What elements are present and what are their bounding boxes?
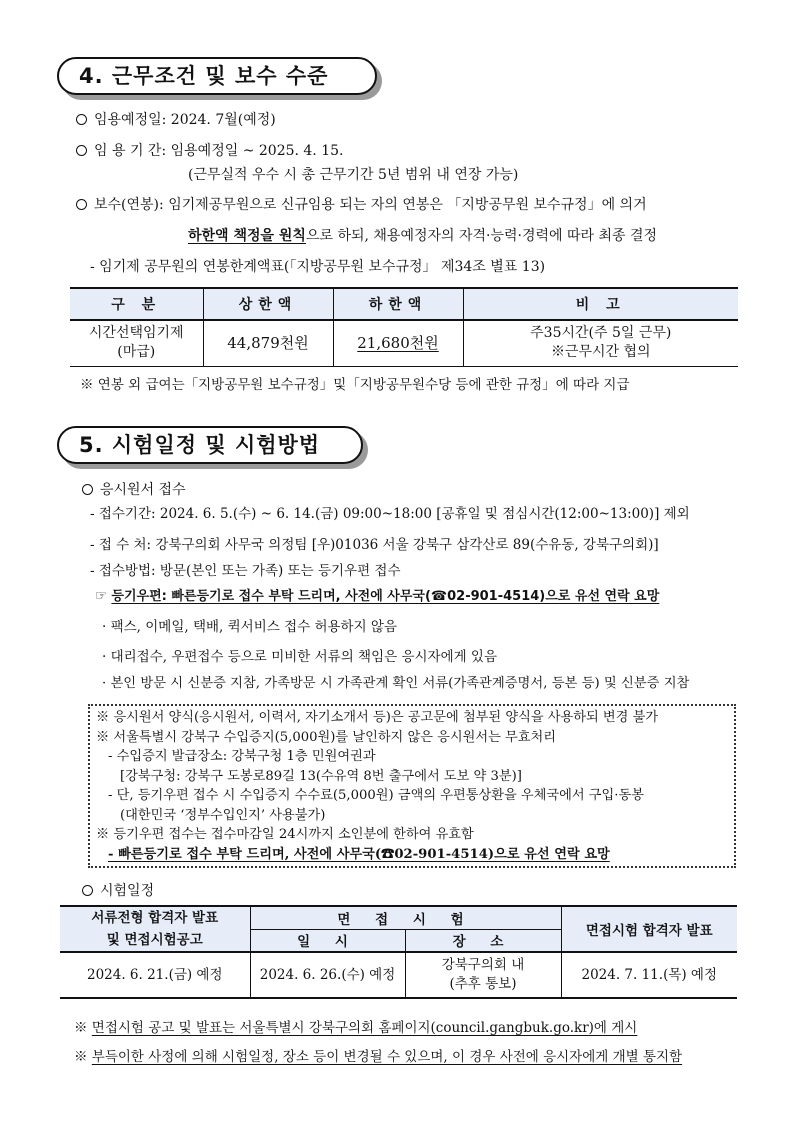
cell-category: 시간선택임기제 (마급) <box>70 320 203 366</box>
notice-line: ※ 응시원서 양식(응시원서, 이력서, 자기소개서 등)은 공고문에 첨부된 양식을 사용하되 변경 불가 <box>96 710 659 725</box>
cell-interview-place: 강북구의회 내 (추후 통보) <box>405 952 561 998</box>
notice-box <box>88 704 736 868</box>
section-4-heading <box>57 57 377 95</box>
header-interview-date: 일 시 <box>250 929 405 952</box>
notice-line: ※ 서울특별시 강북구 수입증지(5,000원)를 날인하지 않은 응시원서는 무효처리 <box>96 729 557 745</box>
pointing-hand-icon: ☞ <box>95 588 108 604</box>
bullet-item: · 본인 방문 시 신분증 지참, 가족방문 시 가족관계 확인 서류(가족관계증명서, 등본 등) 및 신분증 지참 <box>102 676 690 691</box>
application-method: - 접수방법: 방문(본인 또는 가족) 또는 등기우편 접수 <box>90 563 401 579</box>
pay-emphasis: 하한액 책정을 원칙 <box>188 228 306 244</box>
header-interview: 면 접 시 험 <box>250 906 561 929</box>
application-period: - 접수기간: 2024. 6. 5.(수) ~ 6. 14.(금) 09:00~18:00 [공휴일 및 점심시간(12:00~13:00)] 제외 <box>90 506 690 522</box>
application-place: - 접 수 처: 강북구의회 사무국 의정팀 [우)01036 서울 강북구 삼각산로 89(수유동, 강북구의회)] <box>90 537 659 553</box>
notice-emphasis: - 빠른등기로 접수 부탁 드리며, 사전에 사무국(☎02-901-4514)으로 유선 연락 요망 <box>108 846 610 862</box>
table-row <box>60 952 737 998</box>
circle-bullet-icon <box>76 114 87 125</box>
cell-upper: 44,879천원 <box>203 320 333 366</box>
notice-line: (대한민국 ‘정부수입인지’ 사용불가) <box>120 807 326 823</box>
notice-line: - 단, 등기우편 접수 시 수입증지 수수료(5,000원) 금액의 우편통상환을 우체국에서 구입·동봉 <box>108 788 644 803</box>
bullet-item: · 대리접수, 우편접수 등으로 미비한 서류의 책임은 응시자에게 있음 <box>102 649 498 665</box>
section-4-title: 4. 근무조건 및 보수 수준 <box>79 64 329 88</box>
circle-bullet-icon <box>82 484 93 495</box>
section-5-title: 5. 시험일정 및 시험방법 <box>79 433 321 457</box>
schedule-heading: 시험일정 <box>82 880 154 900</box>
circle-bullet-icon <box>82 885 93 896</box>
header-doc-result: 서류전형 합격자 발표 및 면접시험공고 <box>60 906 250 952</box>
notice-line: ※ 등기우편 접수는 접수마감일 24시까지 소인분에 한하여 유효함 <box>96 827 474 842</box>
cell-final-result: 2024. 7. 11.(목) 예정 <box>561 952 737 998</box>
pay-item: 보수(연봉): 임기제공무원으로 신규임용 되는 자의 연봉은 「지방공무원 보수규정」에 의거 <box>76 194 647 214</box>
appointment-period: 임 용 기 간: 임용예정일 ~ 2025. 4. 15. <box>76 140 343 160</box>
registered-mail-note: ☞ 등기우편: 빠른등기로 접수 부탁 드리며, 사전에 사무국(☎02-901-4514)으로 유선 연락 요망 <box>95 588 660 604</box>
salary-table <box>70 287 738 367</box>
header-note: 비 고 <box>463 288 738 320</box>
appointment-period-note: (근무실적 우수 시 총 근무기간 5년 범위 내 연장 가능) <box>188 167 519 183</box>
schedule-footnote: ※ 부득이한 사정에 의해 시험일정, 장소 등이 변경될 수 있으며, 이 경우 사전에 응시자에게 개별 통지함 <box>74 1049 683 1065</box>
header-interview-place: 장 소 <box>405 929 561 952</box>
pay-principle: 하한액 책정을 원칙으로 하되, 채용예정자의 자격·능력·경력에 따라 최종 결정 <box>188 228 658 244</box>
notice-line: - 수입증지 발급장소: 강북구청 1층 민원여권과 <box>108 749 376 764</box>
header-category: 구 분 <box>70 288 203 320</box>
header-upper: 상한액 <box>203 288 333 320</box>
schedule-footnote: ※ 면접시험 공고 및 발표는 서울특별시 강북구의회 홈페이지(council.gangbuk.go.kr)에 게시 <box>74 1020 638 1036</box>
application-heading: 응시원서 접수 <box>82 479 186 499</box>
schedule-table <box>60 905 737 999</box>
circle-bullet-icon <box>76 199 87 210</box>
bullet-item: · 팩스, 이메일, 택배, 퀵서비스 접수 허용하지 않음 <box>102 619 397 635</box>
appointment-date: 임용예정일: 2024. 7월(예정) <box>76 109 276 129</box>
section-5-heading <box>57 426 363 464</box>
salary-table-caption: - 임기제 공무원의 연봉한계액표(「지방공무원 보수규정」 제34조 별표 13) <box>90 259 546 275</box>
cell-lower: 21,680천원 <box>333 320 463 366</box>
header-final-result: 면접시험 합격자 발표 <box>561 906 737 952</box>
salary-footnote: ※ 연봉 외 급여는「지방공무원 보수규정」및「지방공무원수당 등에 관한 규정」에 따라 지급 <box>80 377 630 393</box>
notice-line: [강북구청: 강북구 도봉로89길 13(수유역 8번 출구에서 도보 약 3분)] <box>120 768 522 784</box>
table-row <box>70 320 738 366</box>
circle-bullet-icon <box>76 145 87 156</box>
cell-note: 주35시간(주 5일 근무) ※근무시간 협의 <box>463 320 738 366</box>
cell-doc-result: 2024. 6. 21.(금) 예정 <box>60 952 250 998</box>
header-lower: 하한액 <box>333 288 463 320</box>
cell-interview-date: 2024. 6. 26.(수) 예정 <box>250 952 405 998</box>
